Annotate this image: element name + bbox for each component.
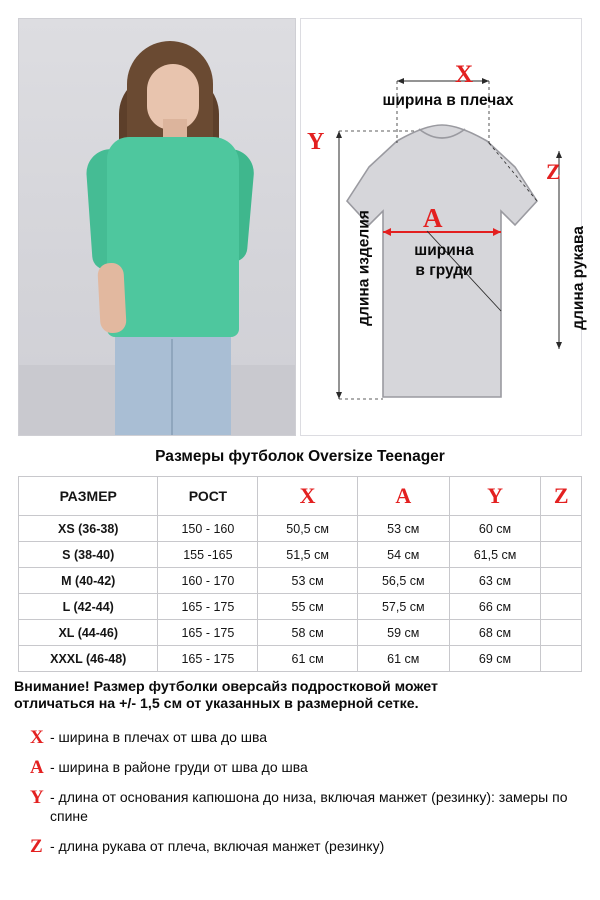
label-chest-line1: ширина — [414, 242, 474, 259]
model-jeans — [115, 325, 231, 436]
cell-size: M (40-42) — [19, 568, 158, 594]
legend-text-y: - длина от основания капюшона до низа, включая манжет (резинку): замеры по спине — [50, 789, 568, 824]
cell-a: 54 см — [357, 542, 449, 568]
legend-list — [30, 728, 586, 867]
size-table — [18, 476, 582, 672]
header-a: A — [357, 477, 449, 516]
legend-item-a — [30, 758, 586, 777]
table-row — [19, 568, 582, 594]
table-row — [19, 542, 582, 568]
cell-height: 165 - 175 — [158, 594, 258, 620]
cell-height: 165 - 175 — [158, 646, 258, 672]
header-y: Y — [449, 477, 541, 516]
cell-x: 61 см — [258, 646, 358, 672]
cell-size: XXXL (46-48) — [19, 646, 158, 672]
label-item-length: длина изделия — [355, 210, 373, 326]
cell-size: S (38-40) — [19, 542, 158, 568]
label-chest-line2: в груди — [415, 262, 473, 279]
cell-y: 68 см — [449, 620, 541, 646]
cell-size: L (42-44) — [19, 594, 158, 620]
cell-x: 53 см — [258, 568, 358, 594]
size-table-body — [19, 516, 582, 672]
table-title: Размеры футболок Oversize Teenager — [155, 448, 445, 465]
legend-text-a: - ширина в районе груди от шва до шва — [50, 759, 308, 775]
table-row — [19, 620, 582, 646]
header-x: X — [258, 477, 358, 516]
cell-a: 59 см — [357, 620, 449, 646]
legend-key-y: Y — [30, 787, 44, 808]
legend-item-y — [30, 788, 586, 826]
header-z: Z — [541, 477, 582, 516]
cell-z — [541, 568, 582, 594]
cell-height: 150 - 160 — [158, 516, 258, 542]
label-x: X — [455, 61, 474, 88]
cell-a: 53 см — [357, 516, 449, 542]
product-photo — [18, 18, 296, 436]
warning-note — [14, 679, 586, 713]
tshirt-body — [107, 137, 239, 337]
jeans-seam — [171, 339, 173, 436]
label-y: Y — [307, 129, 325, 155]
cell-height: 165 - 175 — [158, 620, 258, 646]
cell-y: 63 см — [449, 568, 541, 594]
cell-height: 160 - 170 — [158, 568, 258, 594]
cell-y: 60 см — [449, 516, 541, 542]
table-row — [19, 646, 582, 672]
label-a: A — [423, 203, 443, 233]
cell-z — [541, 620, 582, 646]
cell-y: 69 см — [449, 646, 541, 672]
legend-item-z — [30, 837, 586, 856]
header-height: РОСТ — [158, 477, 258, 516]
table-row — [19, 594, 582, 620]
label-chest-width — [359, 241, 529, 281]
table-row — [19, 516, 582, 542]
cell-x: 55 см — [258, 594, 358, 620]
cell-z — [541, 646, 582, 672]
legend-text-x: - ширина в плечах от шва до шва — [50, 729, 268, 745]
size-table-head — [19, 477, 582, 516]
cell-y: 61,5 см — [449, 542, 541, 568]
header-size: РАЗМЕР — [19, 477, 158, 516]
cell-size: XL (44-46) — [19, 620, 158, 646]
cell-x: 58 см — [258, 620, 358, 646]
cell-a: 61 см — [357, 646, 449, 672]
warning-line-1: Внимание! Размер футболки оверсайз подростковой может — [14, 679, 438, 695]
model-arm — [97, 262, 127, 333]
cell-a: 57,5 см — [357, 594, 449, 620]
legend-key-z: Z — [30, 836, 43, 857]
cell-x: 50,5 см — [258, 516, 358, 542]
warning-line-2: отличаться на +/- 1,5 см от указанных в размерной сетке. — [14, 696, 419, 712]
cell-z — [541, 516, 582, 542]
legend-key-a: A — [30, 757, 44, 778]
legend-key-x: X — [30, 727, 44, 748]
label-shoulder-width: ширина в плечах — [382, 92, 514, 109]
cell-height: 155 -165 — [158, 542, 258, 568]
cell-x: 51,5 см — [258, 542, 358, 568]
cell-z — [541, 542, 582, 568]
table-header-row — [19, 477, 582, 516]
legend-text-z: - длина рукава от плеча, включая манжет (резинку) — [50, 838, 385, 854]
top-panel — [18, 18, 587, 436]
cell-size: XS (36-38) — [19, 516, 158, 542]
measurement-diagram — [300, 18, 587, 436]
legend-item-x — [30, 728, 586, 747]
label-z: Z — [546, 159, 561, 184]
label-sleeve-length: длина рукава — [570, 226, 587, 330]
cell-a: 56,5 см — [357, 568, 449, 594]
cell-z — [541, 594, 582, 620]
cell-y: 66 см — [449, 594, 541, 620]
